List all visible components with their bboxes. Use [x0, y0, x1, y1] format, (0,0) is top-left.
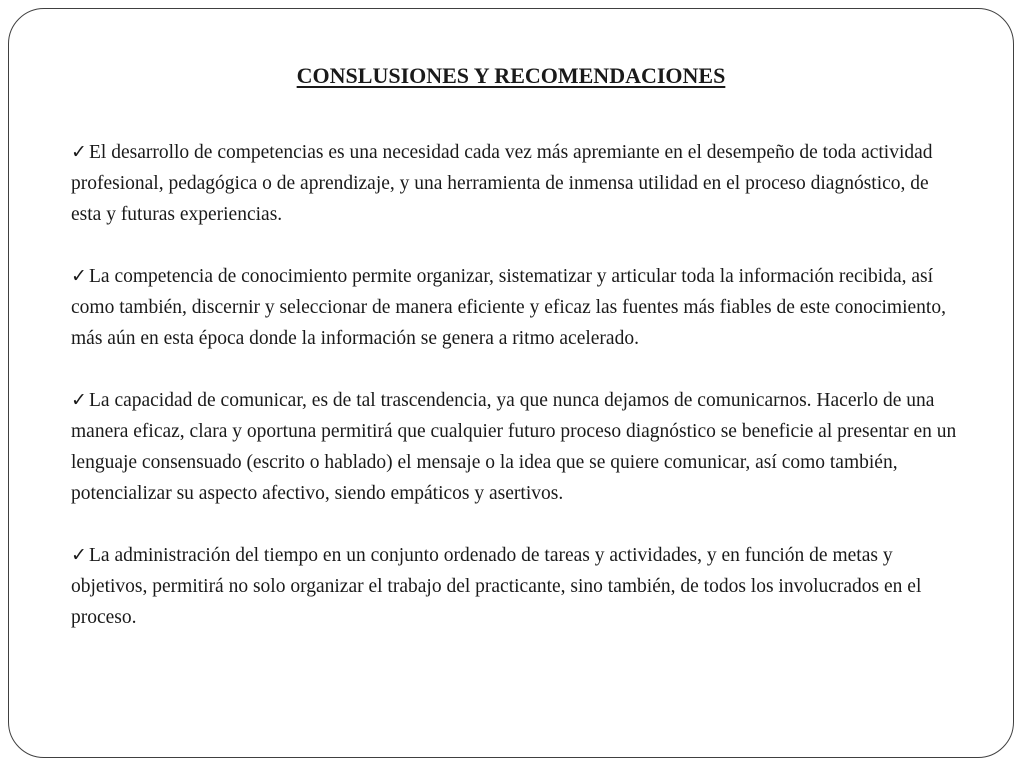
checkmark-icon: ✓	[71, 544, 87, 566]
list-item	[71, 137, 961, 230]
list-item	[71, 540, 961, 633]
list-item	[71, 261, 961, 354]
list-item-text: La competencia de conocimiento permite organizar, sistematizar y articular toda la información recibida, así como también, discernir y seleccionar de manera eficiente y eficaz las fuentes más fiables de este conocimiento, más aún en esta época donde la información se genera a ritmo acelerado.	[71, 266, 946, 349]
slide-frame	[8, 8, 1014, 758]
slide-title: CONSLUSIONES Y RECOMENDACIONES	[296, 63, 726, 88]
conclusions-list	[71, 137, 961, 664]
list-item-text: La administración del tiempo en un conjunto ordenado de tareas y actividades, y en función de metas y objetivos, permitirá no solo organizar el trabajo del practicante, sino también, de todos los involucrados en el proceso.	[71, 545, 922, 628]
checkmark-icon: ✓	[71, 389, 87, 411]
list-item-text: La capacidad de comunicar, es de tal trascendencia, ya que nunca dejamos de comunicarnos. Hacerlo de una manera eficaz, clara y oportuna permitirá que cualquier futuro proceso diagnóstico se beneficie al presentar en un lenguaje consensuado (escrito o hablado) el mensaje o la idea que se quiere comunicar, así como también, potencializar su aspecto afectivo, siendo empáticos y asertivos.	[71, 390, 957, 504]
list-item	[71, 385, 961, 509]
list-item-text: El desarrollo de competencias es una necesidad cada vez más apremiante en el desempeño de toda actividad profesional, pedagógica o de aprendizaje, y una herramienta de inmensa utilidad en el proceso diagnóstico, de esta y futuras experiencias.	[71, 142, 933, 225]
checkmark-icon: ✓	[71, 265, 87, 287]
checkmark-icon: ✓	[71, 141, 87, 163]
